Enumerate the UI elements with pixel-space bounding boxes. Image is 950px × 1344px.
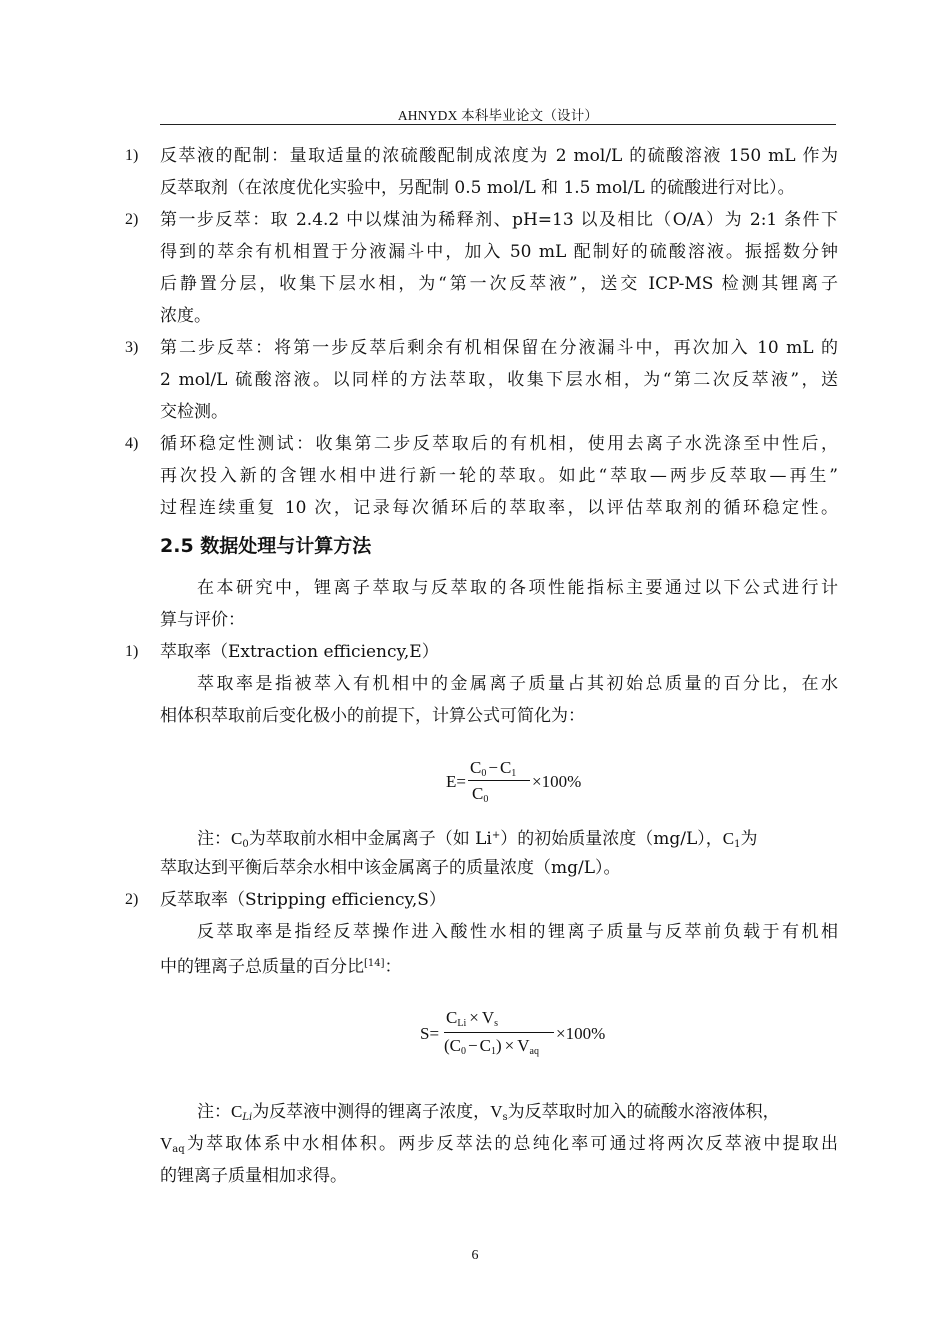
list-item-line: 交检测。	[160, 402, 228, 422]
list-item-number: 3)	[125, 339, 139, 356]
list-item-number: 1)	[125, 643, 139, 660]
list-item-number: 2)	[125, 891, 139, 908]
paragraph-line: 萃取率是指被萃入有机相中的金属离子质量占其初始总质量的百分比，在水	[197, 674, 838, 694]
fraction-bar	[444, 1032, 554, 1033]
formula-numerator: $C_0 - C_1$	[470, 758, 517, 779]
list-item-line: 后静置分层，收集下层水相，为“第一次反萃液”，送交 ICP-MS 检测其锂离子	[160, 274, 838, 294]
list-item-number: 2)	[125, 211, 139, 228]
list-item-number: 1)	[125, 147, 139, 164]
paragraph-line: 算与评价：	[160, 610, 245, 630]
formula-denominator: $C_0$	[472, 784, 489, 805]
running-header: AHNYDX 本科毕业论文（设计）	[397, 108, 599, 123]
header-rule	[160, 124, 836, 125]
formula-denominator: $(C_0 - C_1) \times V_{aq}$	[444, 1036, 539, 1057]
list-item-line: 得到的萃余有机相置于分液漏斗中，加入 50 mL 配制好的硫酸溶液。振摇数分钟	[160, 242, 838, 262]
fraction-bar	[468, 780, 530, 781]
list-item-number: 4)	[125, 435, 139, 452]
paragraph-line: 反萃取率是指经反萃操作进入酸性水相的锂离子质量与反萃前负载于有机相	[197, 922, 838, 942]
list-item-line: 再次投入新的含锂水相中进行新一轮的萃取。如此“萃取—两步反萃取—再生”	[160, 466, 838, 486]
section-heading: 2.5 数据处理与计算方法	[160, 535, 372, 557]
formula-lhs: E=	[446, 772, 466, 791]
list-item-line: 循环稳定性测试：收集第二步反萃取后的有机相，使用去离子水洗涤至中性后，	[160, 434, 838, 454]
list-item-line: 第一步反萃：取 2.4.2 中以煤油为稀释剂、pH=13 以及相比（O/A）为 2:1 条件下	[160, 210, 838, 230]
list-item-line: 反萃取剂（在浓度优化实验中，另配制 0.5 mol/L 和 1.5 mol/L 的硫酸进行对比）。	[160, 178, 795, 198]
formula-tail: ×100%	[532, 772, 582, 791]
list-item-line: 反萃液的配制：量取适量的浓硫酸配制成浓度为 2 mol/L 的硫酸溶液 150 mL 作为	[160, 146, 838, 166]
list-item-line: 浓度。	[160, 306, 211, 326]
note-line: 萃取达到平衡后萃余水相中该金属离子的质量浓度（mg/L）。	[160, 858, 621, 878]
note-line: 注：$C_{Li}$为反萃液中测得的锂离子浓度，$V_s$为反萃取时加入的硫酸水溶液体积，	[197, 1102, 780, 1123]
note-line: 的锂离子质量相加求得。	[160, 1166, 347, 1186]
formula-numerator: $C_{Li} \times V_s$	[446, 1008, 499, 1029]
note-line: $V_{aq}$为萃取体系中水相体积。两步反萃法的总纯化率可通过将两次反萃液中提取出	[160, 1134, 838, 1155]
paragraph-line: 中的锂离子总质量的百分比[14]：	[160, 957, 402, 977]
formula-lhs: S=	[420, 1024, 440, 1043]
page-number: 6	[471, 1248, 479, 1263]
metric-title: 反萃取率（Stripping efficiency,S）	[160, 890, 446, 910]
list-item-line: 过程连续重复 10 次，记录每次循环后的萃取率，以评估萃取剂的循环稳定性。	[160, 498, 838, 518]
paragraph-line: 在本研究中，锂离子萃取与反萃取的各项性能指标主要通过以下公式进行计	[197, 578, 838, 598]
metric-title: 萃取率（Extraction efficiency,E）	[160, 642, 439, 662]
formula-stripping	[420, 1008, 620, 1064]
formula-tail: ×100%	[556, 1024, 606, 1043]
formula-extraction	[446, 758, 606, 810]
paragraph-line: 相体积萃取前后变化极小的前提下，计算公式可简化为：	[160, 706, 585, 726]
list-item-line: 2 mol/L 硫酸溶液。以同样的方法萃取，收集下层水相，为“第二次反萃液”，送	[160, 370, 838, 390]
list-item-line: 第二步反萃：将第一步反萃后剩余有机相保留在分液漏斗中，再次加入 10 mL 的	[160, 338, 838, 358]
note-line: 注：$C_0$为萃取前水相中金属离子（如 Li+）的初始质量浓度（mg/L），$C_1$为	[197, 829, 758, 850]
citation: [14]	[364, 958, 385, 969]
